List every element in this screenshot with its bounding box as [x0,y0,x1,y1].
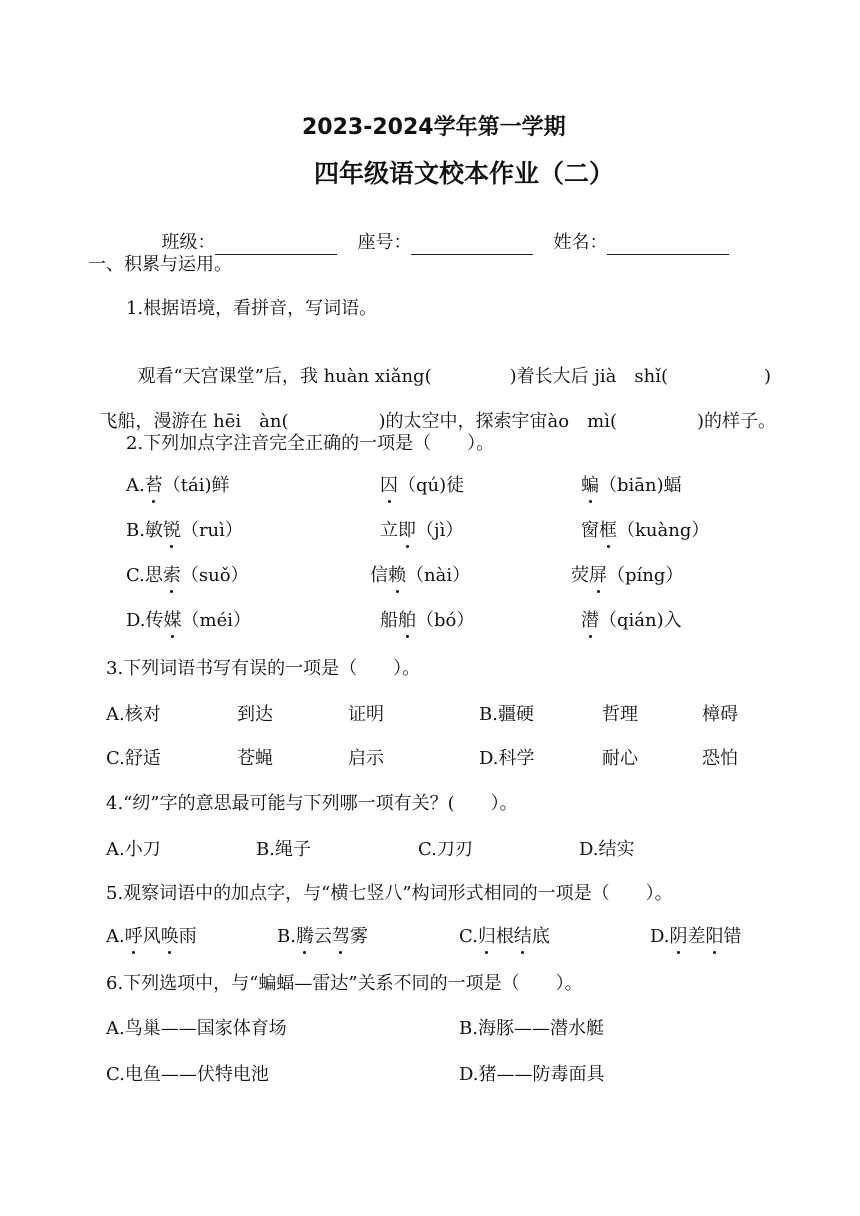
name-field[interactable] [607,236,729,255]
q5-option-b: B.腾云驾雾 [277,926,368,947]
dotted-char: 潜 [581,610,599,631]
q1-text: 观看“天宫课堂”后，我 huàn xiǎng( [137,366,432,387]
q3-word: A.核对 [106,704,161,725]
dotted-char: 屏 [589,565,607,586]
q5-option-c: C.归根结底 [459,926,550,947]
q2-option-a1: A.苔（tái)鲜 [126,475,230,496]
q2-option-c2: 信赖（nài） [370,565,471,586]
dotted-char: 舶 [398,610,416,631]
dotted-char: 唤 [160,926,179,947]
q6-option: B.海豚——潜水艇 [459,1018,604,1039]
q2-option-b2: 立即（jì） [380,520,464,541]
q3-word: 证明 [348,704,384,725]
q2-option-a3: 蝙（biān)蝠 [581,475,682,496]
q5-option-d: D.阴差阳错 [650,926,742,947]
q6-option: A.鸟巢——国家体育场 [106,1018,287,1039]
question-1-line-1 [126,341,771,389]
dotted-char: 媒 [163,610,182,631]
dotted-char: 呼 [124,926,143,947]
seat-field[interactable] [411,236,533,255]
q3-word: 耐心 [602,748,638,769]
q2-option-b3: 窗框（kuàng） [581,520,710,541]
q4-option: C.刀刃 [418,839,473,860]
q5-option-a: A.呼风唤雨 [106,926,197,947]
dotted-char: 归 [477,926,496,947]
worksheet-title: 2023-2024学年第一学期 [302,115,566,140]
q6-option: C.电鱼——伏特电池 [106,1064,269,1085]
q1-text: 飞船，漫游在 hēi àn( [99,411,289,432]
q3-word: 启示 [348,748,384,769]
worksheet-subtitle: 四年级语文校本作业（二） [314,159,615,188]
q3-word: 到达 [237,704,273,725]
dotted-char: 阴 [669,926,688,947]
q1-text: )的太空中，探索宇宙ào mì( [378,411,617,432]
question-3-stem: 3.下列词语书写有误的一项是（ ）。 [106,658,421,679]
q4-option: A.小刀 [106,839,161,860]
q1-text: ) [764,366,772,387]
q2-option-d1: D.传媒（méi） [126,610,251,631]
question-5-stem: 5.观察词语中的加点字，与“横七竖八”构词形式相同的一项是（ ）。 [106,883,673,904]
dotted-char: 锐 [162,520,181,541]
dotted-char: 囚 [380,475,398,496]
q3-word: 哲理 [602,704,638,725]
q2-option-d2: 船舶（bó） [380,610,475,631]
q2-option-b1: B.敏锐（ruì） [126,520,243,541]
q2-option-a2: 囚（qú)徒 [380,475,465,496]
seat-label: 座号： [357,232,412,253]
class-field[interactable] [215,236,337,255]
dotted-char: 苔 [144,475,163,496]
q3-word: B.疆硬 [479,704,534,725]
q3-word: 恐怕 [702,748,738,769]
section-heading: 一、积累与运用。 [88,254,232,275]
dotted-char: 框 [599,520,617,541]
student-info-row [150,207,729,255]
class-label: 班级： [161,232,216,253]
dotted-char: 阳 [705,926,724,947]
question-2-stem: 2.下列加点字注音完全正确的一项是（ ）。 [126,433,495,454]
q4-option: B.绳子 [256,839,311,860]
q2-option-d3: 潜（qián)入 [581,610,682,631]
q2-option-c1: C.思索（suǒ） [126,565,249,586]
question-4-stem: 4.“纫”字的意思最可能与下列哪一项有关？( ）。 [106,793,518,814]
q3-word: D.科学 [479,748,535,769]
question-6-stem: 6.下列选项中，与“蝙蝠—雷达”关系不同的一项是（ ）。 [106,973,583,994]
name-label: 姓名： [553,232,608,253]
q4-option: D.结实 [579,839,635,860]
q1-text: )着长大后 jià shǐ( [509,366,669,387]
q3-word: 樟碍 [702,704,738,725]
dotted-char: 赖 [388,565,406,586]
q1-text: )的样子。 [696,411,776,432]
question-1-stem: 1.根据语境，看拼音，写词语。 [126,298,378,319]
dotted-char: 腾 [295,926,314,947]
dotted-char: 结 [513,926,532,947]
q2-option-c3: 荧屏（píng） [571,565,684,586]
dotted-char: 驾 [331,926,350,947]
q6-option: D.猪——防毒面具 [459,1064,605,1085]
dotted-char: 蝙 [581,475,599,496]
dotted-char: 即 [398,520,416,541]
q3-word: 苍蝇 [237,748,273,769]
question-1-line-2 [88,386,776,434]
q3-word: C.舒适 [106,748,161,769]
dotted-char: 索 [162,565,181,586]
